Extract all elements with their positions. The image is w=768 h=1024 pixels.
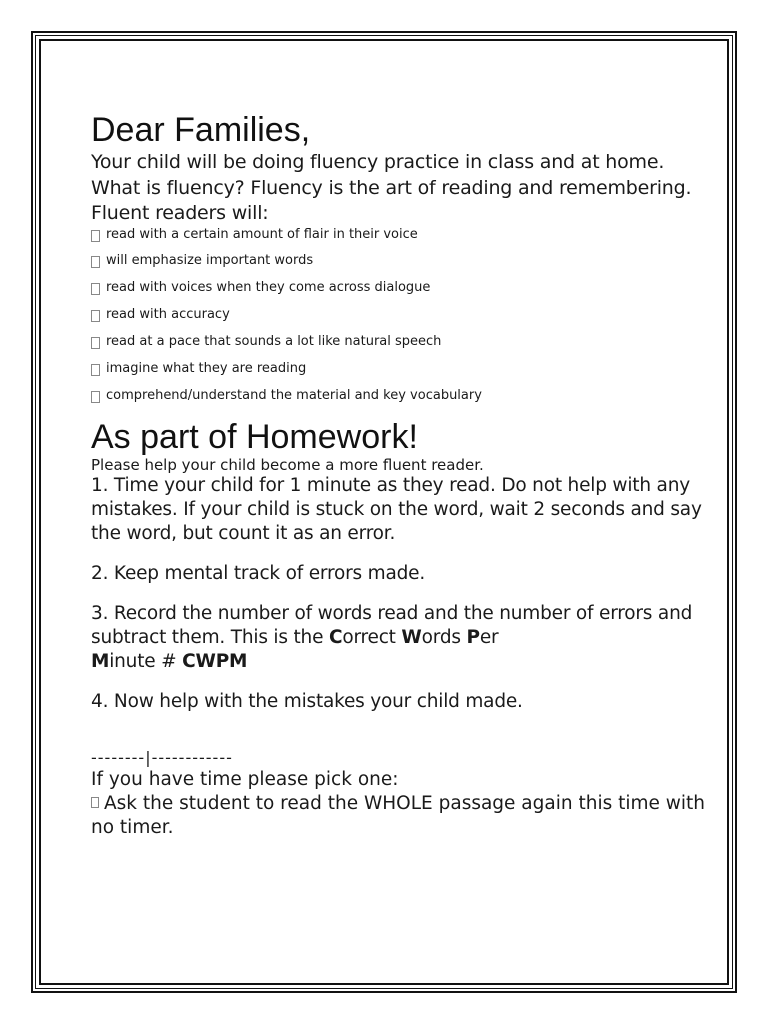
list-item: comprehend/understand the material and key vocabulary bbox=[91, 388, 711, 415]
bullet-box-icon bbox=[91, 283, 100, 295]
list-item: imagine what they are reading bbox=[91, 361, 711, 388]
bullet-box-icon bbox=[91, 230, 100, 242]
list-item: read at a pace that sounds a lot like natural speech bbox=[91, 334, 711, 361]
optional-item: Ask the student to read the WHOLE passage again this time with no timer. bbox=[91, 792, 706, 838]
intro-paragraph: Your child will be doing fluency practice in class and at home. What is fluency? Fluency is the art of reading and remembering. Fluent readers will: bbox=[91, 151, 692, 224]
list-item: read with voices when they come across dialogue bbox=[91, 280, 711, 307]
list-item: will emphasize important words bbox=[91, 253, 711, 280]
list-item: read with a certain amount of flair in their voice bbox=[91, 227, 711, 253]
bullet-box-icon bbox=[91, 364, 100, 376]
letter-content bbox=[91, 110, 711, 840]
bullet-box-icon bbox=[91, 256, 100, 268]
homework-heading: As part of Homework! bbox=[91, 417, 418, 456]
homework-step-4: 4. Now help with the mistakes your child made. bbox=[91, 690, 523, 712]
bullet-box-icon bbox=[91, 337, 100, 349]
homework-step-1: 1. Time your child for 1 minute as they read. Do not help with any mistakes. If your child is stuck on the word, wait 2 seconds and say the word, but count it as an error. bbox=[91, 474, 702, 544]
optional-prompt: If you have time please pick one: bbox=[91, 768, 399, 790]
list-item: read with accuracy bbox=[91, 307, 711, 334]
fluent-reader-traits-list bbox=[91, 227, 711, 415]
bullet-box-icon bbox=[91, 310, 100, 322]
homework-subtitle: Please help your child become a more fluent reader. bbox=[91, 455, 484, 474]
homework-step-3: 3. Record the number of words read and the number of errors and subtract them. This is the Correct Words Per Minute # CWPM bbox=[91, 602, 693, 672]
bullet-box-icon bbox=[91, 797, 99, 808]
homework-step-2: 2. Keep mental track of errors made. bbox=[91, 562, 426, 584]
section-divider: --------|------------ bbox=[91, 747, 233, 767]
letter-heading: Dear Families, bbox=[91, 111, 311, 149]
bullet-box-icon bbox=[91, 391, 100, 403]
